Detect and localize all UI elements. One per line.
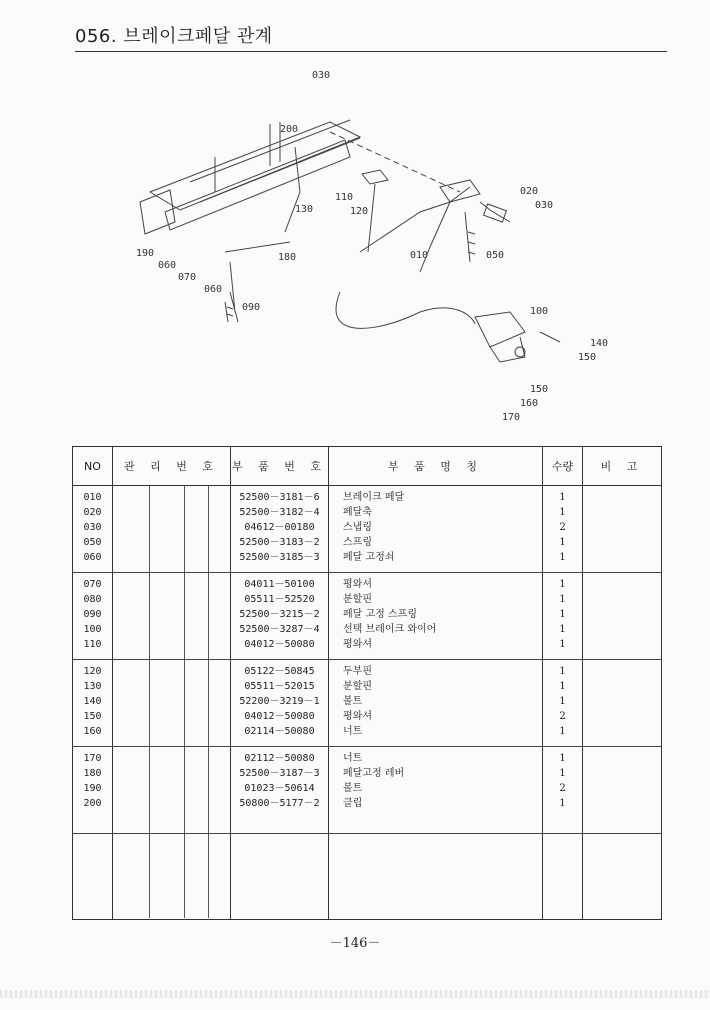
callout-180: 180: [278, 252, 297, 263]
row-no: 070: [83, 579, 102, 590]
row-quantity: 1: [559, 537, 566, 548]
callout-150b: 150: [530, 384, 549, 395]
row-no: 150: [83, 711, 102, 722]
row-part-name: 브레이크 페달: [343, 492, 405, 503]
cell-quantity: [543, 573, 583, 660]
row-part-name: 페달축: [343, 507, 372, 518]
scan-artifact: [0, 990, 710, 998]
cell-mgmt-number: [113, 660, 231, 747]
row-quantity: 1: [559, 639, 566, 650]
table-header-row: [73, 447, 662, 486]
table-row-group: [73, 747, 662, 834]
cell-mgmt-number: [113, 486, 231, 573]
callout-190: 190: [136, 248, 155, 259]
header-part-number: 부 품 번 호: [231, 447, 329, 486]
callout-030: 030: [312, 70, 331, 81]
row-part-name: 볼트: [343, 783, 363, 794]
table-row-group: [73, 573, 662, 660]
row-part-name: 클립: [343, 798, 363, 809]
table-blank-row: [73, 834, 662, 920]
header-no: NO: [73, 447, 113, 486]
row-no: 100: [83, 624, 102, 635]
cell-remark: [583, 747, 662, 834]
row-quantity: 1: [559, 594, 566, 605]
row-no: 030: [83, 522, 102, 533]
table-row-group: [73, 660, 662, 747]
callout-170: 170: [502, 412, 521, 423]
row-part-name: 평와셔: [343, 579, 372, 590]
row-quantity: 2: [559, 522, 566, 533]
cell-no: [73, 486, 113, 573]
row-quantity: 1: [559, 579, 566, 590]
row-no: 050: [83, 537, 102, 548]
callout-070: 070: [178, 272, 197, 283]
row-quantity: 2: [559, 783, 566, 794]
row-quantity: 1: [559, 552, 566, 563]
cell-quantity: [543, 747, 583, 834]
diagram-drawing: [130, 62, 610, 432]
callout-130: 130: [295, 204, 314, 215]
row-quantity: 1: [559, 798, 566, 809]
header-part-name: 부 품 명 칭: [329, 447, 543, 486]
callout-140: 140: [590, 338, 609, 349]
row-part-name: 선택 브레이크 와이어: [343, 624, 437, 635]
row-part-number: 52500－3183－2: [239, 537, 320, 548]
row-quantity: 2: [559, 711, 566, 722]
callout-200: 200: [280, 124, 299, 135]
callout-150: 150: [578, 352, 597, 363]
row-no: 010: [83, 492, 102, 503]
row-no: 020: [83, 507, 102, 518]
row-part-number: 52500－3215－2: [239, 609, 320, 620]
row-part-number: 04612－00180: [244, 522, 315, 533]
cell-part-number: [231, 660, 329, 747]
cell-remark: [583, 573, 662, 660]
row-no: 180: [83, 768, 102, 779]
row-part-name: 페달 고정쇠: [343, 552, 395, 563]
row-no: 120: [83, 666, 102, 677]
callout-160: 160: [520, 398, 539, 409]
row-quantity: 1: [559, 768, 566, 779]
row-part-name: 너트: [343, 753, 363, 764]
exploded-parts-diagram: [130, 62, 610, 432]
row-part-name: 두부핀: [343, 666, 372, 677]
row-quantity: 1: [559, 492, 566, 503]
row-part-number: 52500－3181－6: [239, 492, 320, 503]
row-part-number: 52500－3185－3: [239, 552, 320, 563]
row-no: 160: [83, 726, 102, 737]
row-part-name: 스냅링: [343, 522, 372, 533]
callout-010: 010: [410, 250, 429, 261]
row-no: 110: [83, 639, 102, 650]
cell-quantity: [543, 486, 583, 573]
cell-part-number: [231, 486, 329, 573]
callout-120: 120: [350, 206, 369, 217]
cell-part-name: [329, 573, 543, 660]
row-part-name: 스프링: [343, 537, 372, 548]
cell-part-number: [231, 573, 329, 660]
row-part-name: 너트: [343, 726, 363, 737]
page-number: －146－: [329, 936, 381, 951]
callout-110: 110: [335, 192, 354, 203]
row-part-number: 52500－3187－3: [239, 768, 320, 779]
header-remark: 비 고: [583, 447, 662, 486]
header-mgmt-number: 관 리 번 호: [113, 447, 231, 486]
cell-no: [73, 573, 113, 660]
callout-020: 020: [520, 186, 539, 197]
header-quantity: 수량: [543, 447, 583, 486]
row-part-name: 볼트: [343, 696, 363, 707]
row-quantity: 1: [559, 507, 566, 518]
row-no: 130: [83, 681, 102, 692]
callout-030b: 030: [535, 200, 554, 211]
row-no: 190: [83, 783, 102, 794]
row-quantity: 1: [559, 609, 566, 620]
row-part-number: 02114－50080: [244, 726, 315, 737]
cell-remark: [583, 660, 662, 747]
callout-060b: 060: [204, 284, 223, 295]
row-quantity: 1: [559, 666, 566, 677]
row-part-number: 04011－50100: [244, 579, 315, 590]
cell-remark: [583, 486, 662, 573]
row-no: 080: [83, 594, 102, 605]
callout-100: 100: [530, 306, 549, 317]
cell-no: [73, 747, 113, 834]
row-part-name: 페달 고정 스프링: [343, 609, 417, 620]
row-no: 060: [83, 552, 102, 563]
cell-quantity: [543, 660, 583, 747]
row-no: 090: [83, 609, 102, 620]
row-no: 140: [83, 696, 102, 707]
row-part-number: 01023－50614: [244, 783, 315, 794]
row-part-name: 분할핀: [343, 681, 372, 692]
parts-table: [72, 446, 662, 920]
row-no: 170: [83, 753, 102, 764]
row-part-number: 05511－52520: [244, 594, 315, 605]
row-quantity: 1: [559, 681, 566, 692]
row-part-number: 02112－50080: [244, 753, 315, 764]
row-part-number: 05511－52015: [244, 681, 315, 692]
callout-050: 050: [486, 250, 505, 261]
row-no: 200: [83, 798, 102, 809]
row-quantity: 1: [559, 624, 566, 635]
cell-part-name: [329, 486, 543, 573]
row-part-name: 평와셔: [343, 639, 372, 650]
cell-no: [73, 660, 113, 747]
row-part-number: 52200－3219－1: [239, 696, 320, 707]
row-part-name: 페달고정 레버: [343, 768, 405, 779]
row-part-name: 평와셔: [343, 711, 372, 722]
row-part-number: 52500－3287－4: [239, 624, 320, 635]
page-header: [75, 22, 667, 52]
table-row-group: [73, 486, 662, 573]
cell-part-name: [329, 747, 543, 834]
row-part-number: 50800－5177－2: [239, 798, 320, 809]
row-part-number: 04012－50080: [244, 639, 315, 650]
cell-mgmt-number: [113, 573, 231, 660]
row-quantity: 1: [559, 696, 566, 707]
row-part-number: 52500－3182－4: [239, 507, 320, 518]
row-quantity: 1: [559, 753, 566, 764]
callout-090: 090: [242, 302, 261, 313]
cell-part-name: [329, 660, 543, 747]
row-part-number: 04012－50080: [244, 711, 315, 722]
cell-part-number: [231, 747, 329, 834]
cell-mgmt-number: [113, 747, 231, 834]
row-quantity: 1: [559, 726, 566, 737]
row-part-number: 05122－50845: [244, 666, 315, 677]
page-title: 056. 브레이크페달 관계: [75, 26, 273, 47]
row-part-name: 분할핀: [343, 594, 372, 605]
callout-060: 060: [158, 260, 177, 271]
